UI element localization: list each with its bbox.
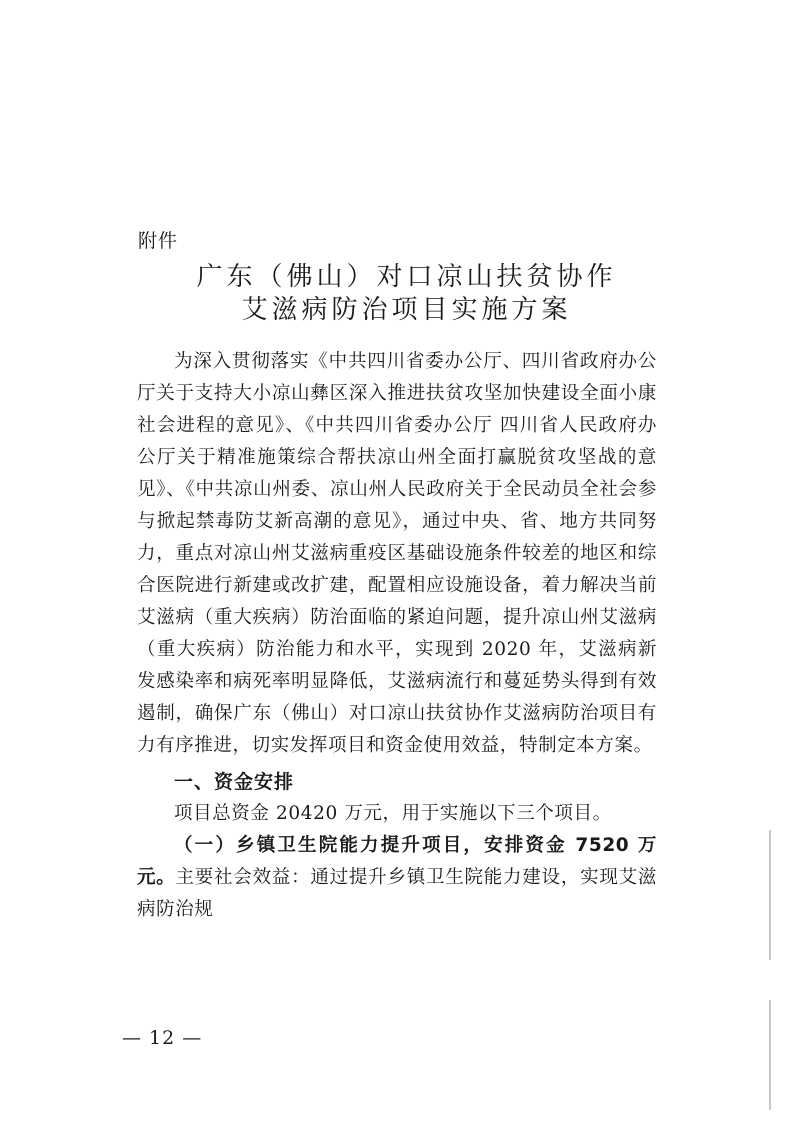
scan-edge-mark [769, 1000, 771, 1110]
funding-total-paragraph: 项目总资金 20420 万元，用于实施以下三个项目。 [174, 803, 612, 824]
project-one-heading: （一）乡镇卫生院能力提升项目，安排资金 7520 万元。 [137, 835, 657, 888]
page-number: — 12 — [122, 1027, 203, 1049]
document-title-line-1: 广东（佛山）对口凉山扶贫协作 [196, 262, 617, 292]
attachment-label: 附件 [138, 230, 179, 252]
document-title-line-2: 艾滋病防治项目实施方案 [241, 295, 572, 325]
project-one-paragraph [137, 830, 657, 926]
project-one-text: 主要社会效益：通过提升乡镇卫生院能力建设，实现艾滋病防治规 [137, 867, 657, 920]
section-heading-funding: 一、资金安排 [174, 771, 295, 793]
intro-paragraph: 为深入贯彻落实《中共四川省委办公厅、四川省政府办公厅关于支持大小凉山彝区深入推进扶贫攻坚加快建设全面小康社会进程的意见》、《中共四川省委办公厅 四川省人民政府办公厅关于精准施策综合帮扶凉山州全面打赢脱贫攻坚战的意见》、《中共凉山州委、凉山州人民政府关于全民动员全社会参与掀起禁毒防艾新高潮的意见》，通过中央、省、地方共同努力，重点对凉山州艾滋病重疫区基础设施条件较差的地区和综合医院进行新建或改扩建，配置相应设施设备，着力解决当前艾滋病（重大疾病）防治面临的紧迫问题，提升凉山州艾滋病（重大疾病）防治能力和水平，实现到 2020 年，艾滋病新发感染率和病死率明显降低，艾滋病流行和蔓延势头得到有效遏制，确保广东（佛山）对口凉山扶贫协作艾滋病防治项目有力有序推进，切实发挥项目和资金使用效益，特制定本方案。 [137, 351, 657, 756]
scan-edge-mark [769, 830, 771, 960]
